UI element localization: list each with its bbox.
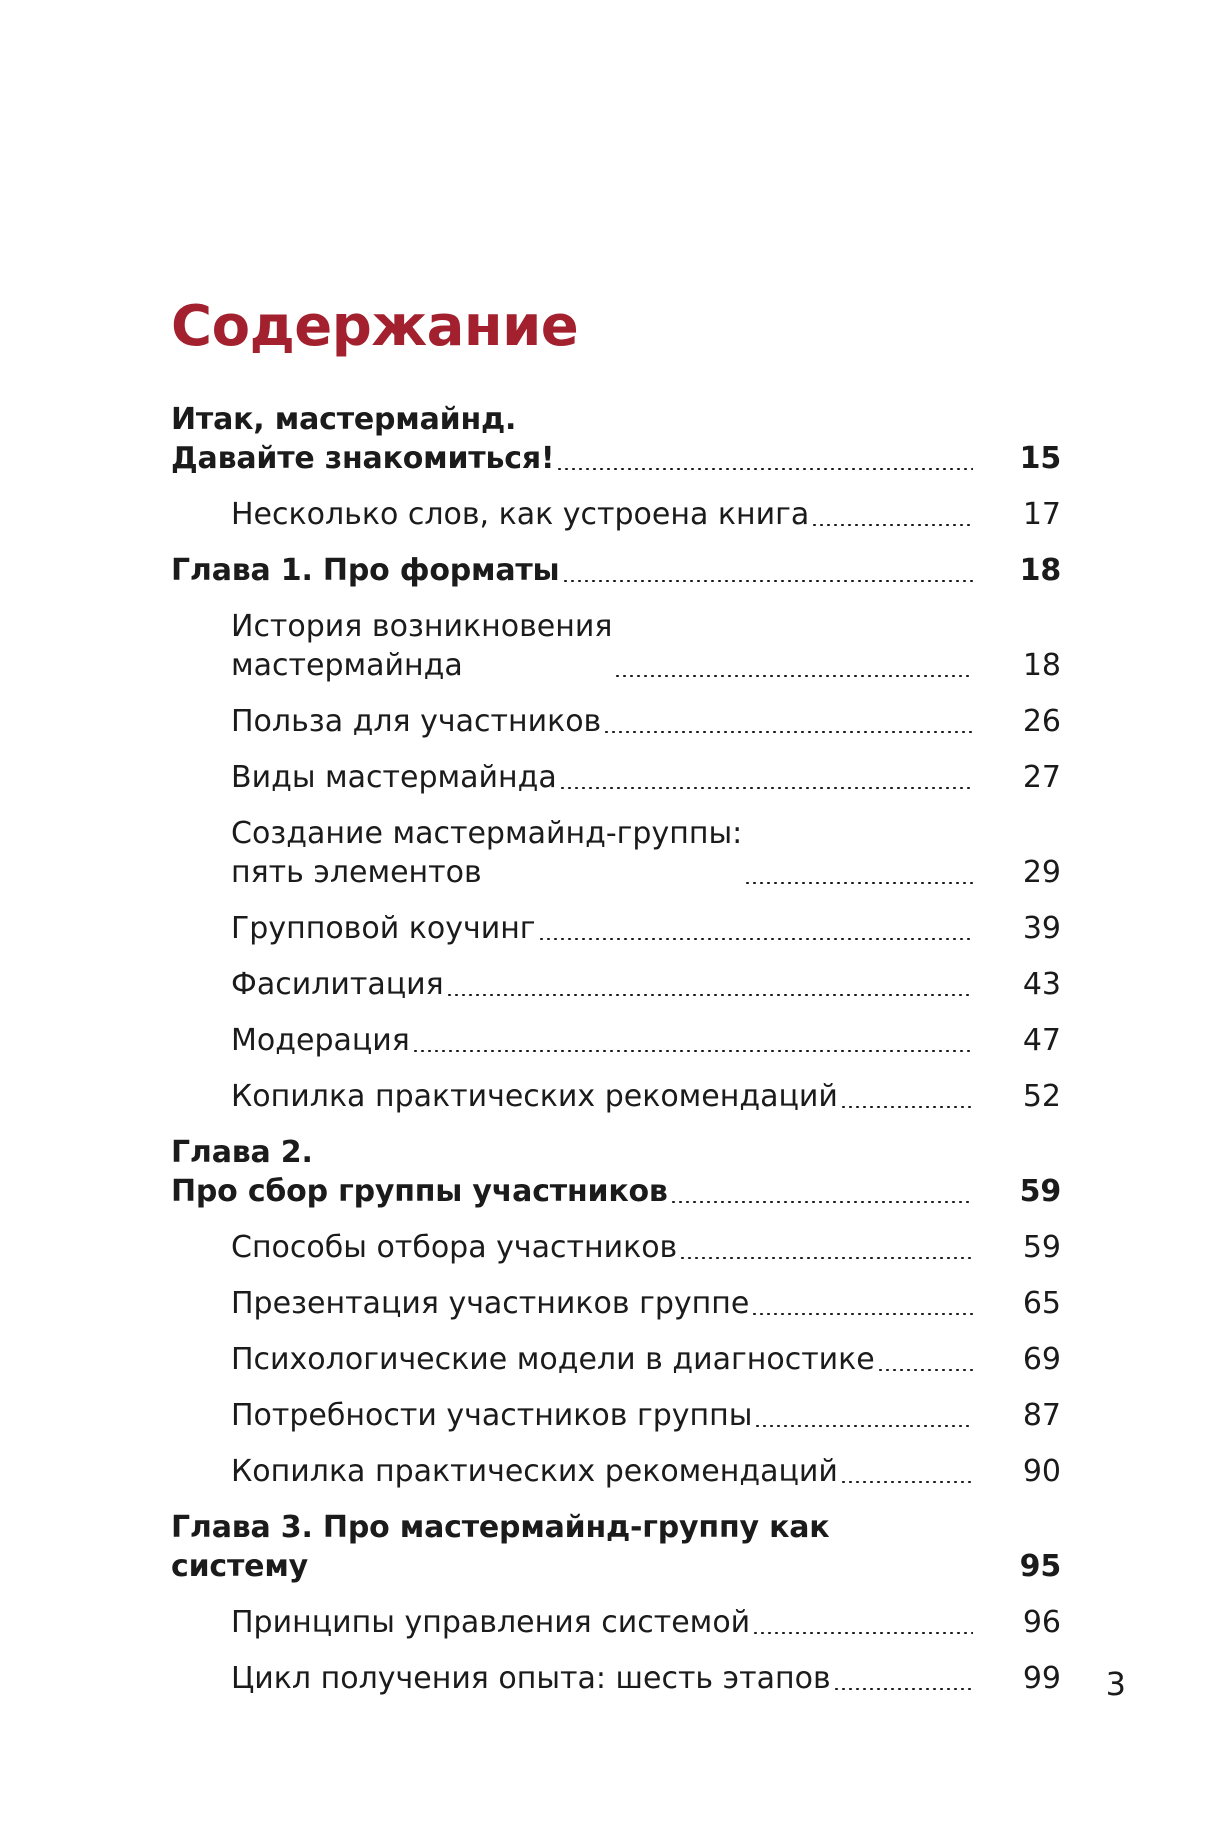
toc-entry-text (231, 965, 975, 1004)
dot-leader (679, 1257, 973, 1259)
toc-section-entry (171, 814, 1061, 892)
toc-entry-page: 27 (1022, 760, 1061, 795)
toc-section-entry (171, 1077, 1061, 1116)
toc-chapter-entry (171, 1133, 1061, 1211)
dot-leader (751, 1313, 973, 1315)
toc-entry-page: 26 (1022, 704, 1061, 739)
toc-entry-text (231, 1228, 975, 1267)
toc-entry-text (231, 495, 975, 534)
toc-entry-page: 69 (1022, 1342, 1061, 1377)
toc-entry-label: Виды мастермайнда (231, 760, 557, 795)
toc-entry-label: Цикл получения опыта: шесть этапов (231, 1661, 831, 1696)
dot-leader (556, 468, 973, 470)
dot-leader (840, 1106, 973, 1108)
toc-entry-text (231, 1396, 975, 1435)
toc-section-entry (171, 1228, 1061, 1267)
toc-section-entry (171, 495, 1061, 534)
toc-section-entry (171, 1452, 1061, 1491)
toc-entry-label: Глава 1. Про форматы (171, 553, 560, 588)
toc-entry-text (231, 1021, 975, 1060)
toc-chapter-entry (171, 1508, 1061, 1586)
toc-entry-label: Фасилитация (231, 967, 444, 1002)
toc-entry-label: Копилка практических рекомендаций (231, 1079, 838, 1114)
toc-entry-page: 18 (1022, 648, 1061, 683)
toc-section-entry (171, 758, 1061, 797)
toc-entry-label: Создание мастермайнд-группы: пять элементов (231, 816, 743, 890)
toc-entry-page: 96 (1022, 1605, 1061, 1640)
toc-entry-label: Групповой коучинг (231, 911, 536, 946)
toc-entry-page: 95 (1019, 1549, 1061, 1584)
toc-entry-text (231, 758, 975, 797)
dot-leader (412, 1050, 973, 1052)
table-of-contents (171, 400, 1061, 1715)
toc-entry-page: 17 (1022, 497, 1061, 532)
toc-entry-label: Копилка практических рекомендаций (231, 1454, 838, 1489)
toc-entry-label: Несколько слов, как устроена книга (231, 497, 810, 532)
toc-entry-page: 18 (1019, 553, 1061, 588)
dot-leader (446, 994, 973, 996)
toc-entry-text (231, 1077, 975, 1116)
toc-section-entry (171, 1603, 1061, 1642)
toc-section-entry (171, 1340, 1061, 1379)
dot-leader (833, 1688, 973, 1690)
toc-entry-page: 15 (1019, 441, 1061, 476)
toc-entry-label: Итак, мастермайнд. Давайте знакомиться! (171, 402, 555, 476)
dot-leader (840, 1481, 973, 1483)
toc-entry-text (231, 1284, 975, 1323)
toc-entry-page: 99 (1022, 1661, 1061, 1696)
dot-leader (614, 675, 973, 677)
toc-entry-page: 39 (1022, 911, 1061, 946)
toc-entry-label: Потребности участников группы (231, 1398, 753, 1433)
dot-leader (538, 938, 973, 940)
toc-entry-page: 52 (1022, 1079, 1061, 1114)
toc-entry-page: 65 (1022, 1286, 1061, 1321)
dot-leader (754, 1425, 973, 1427)
toc-entry-text (231, 1659, 975, 1698)
toc-entry-page: 59 (1022, 1230, 1061, 1265)
dot-leader (811, 524, 973, 526)
toc-section-entry (171, 607, 1061, 685)
toc-entry-page: 47 (1022, 1023, 1061, 1058)
toc-entry-label: Презентация участников группе (231, 1286, 750, 1321)
toc-entry-label: Глава 2. Про сбор группы участников (171, 1135, 668, 1209)
toc-chapter-entry (171, 551, 1061, 590)
dot-leader (559, 787, 973, 789)
dot-leader (562, 580, 974, 582)
toc-section-entry (171, 1021, 1061, 1060)
toc-entry-text (171, 400, 975, 478)
dot-leader (670, 1201, 973, 1203)
page-title: Содержание (171, 294, 579, 359)
dot-leader (603, 731, 973, 733)
dot-leader (752, 1632, 973, 1634)
toc-entry-text (231, 814, 975, 892)
page-number: 3 (1105, 1665, 1126, 1703)
toc-entry-label: Модерация (231, 1023, 410, 1058)
dot-leader (744, 882, 973, 884)
toc-entry-text (231, 1340, 975, 1379)
toc-entry-label: Психологические модели в диагностике (231, 1342, 875, 1377)
toc-entry-label: Способы отбора участников (231, 1230, 678, 1265)
toc-entry-text (171, 551, 975, 590)
toc-entry-page: 59 (1019, 1174, 1061, 1209)
toc-entry-text (231, 1603, 975, 1642)
toc-entry-label: Принципы управления системой (231, 1605, 751, 1640)
toc-entry-text (171, 1508, 975, 1586)
toc-entry-label: Польза для участников (231, 704, 602, 739)
toc-entry-text (231, 909, 975, 948)
toc-entry-text (231, 702, 975, 741)
toc-entry-page: 87 (1022, 1398, 1061, 1433)
toc-section-entry (171, 965, 1061, 1004)
toc-section-entry (171, 1284, 1061, 1323)
toc-section-entry (171, 1396, 1061, 1435)
toc-chapter-entry (171, 400, 1061, 478)
toc-entry-label: Глава 3. Про мастермайнд-группу как систему (171, 1510, 830, 1584)
toc-entry-text (171, 1133, 975, 1211)
toc-entry-label: История возникновения мастермайнда (231, 609, 613, 683)
dot-leader (877, 1369, 973, 1371)
toc-entry-page: 90 (1022, 1454, 1061, 1489)
toc-entry-text (231, 607, 975, 685)
toc-section-entry (171, 1659, 1061, 1698)
toc-section-entry (171, 702, 1061, 741)
toc-section-entry (171, 909, 1061, 948)
toc-entry-text (231, 1452, 975, 1491)
toc-entry-page: 29 (1022, 855, 1061, 890)
toc-entry-page: 43 (1022, 967, 1061, 1002)
